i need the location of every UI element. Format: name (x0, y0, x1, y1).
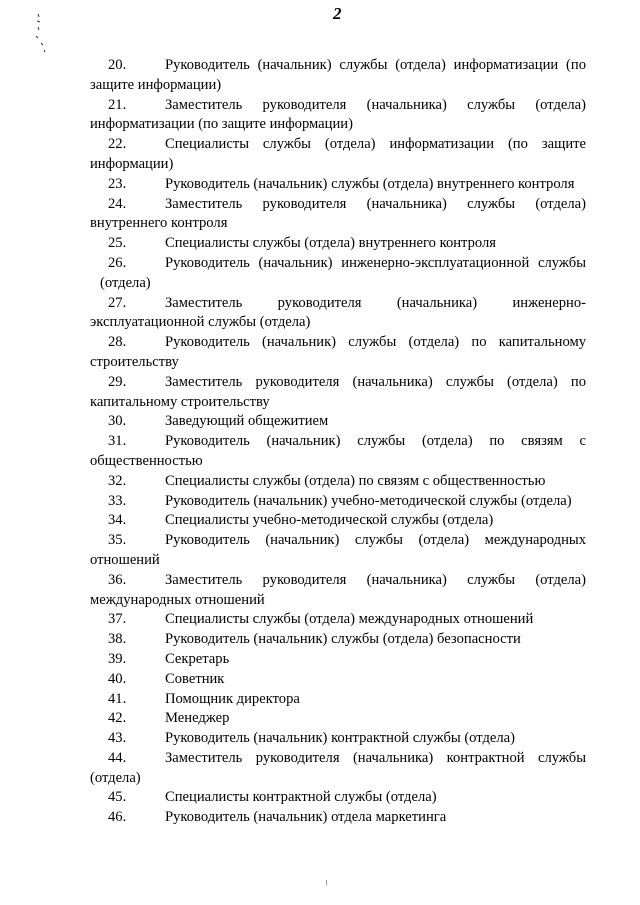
list-item-continuation (90, 353, 586, 373)
list-item (90, 630, 586, 650)
item-number: 42. (108, 710, 127, 727)
item-number: 21. (108, 96, 127, 113)
item-number: 36. (108, 571, 127, 588)
item-text: Руководитель (начальник) службы (отдела) внутреннего контроля (165, 175, 575, 192)
item-text: Руководитель (начальник) отдела маркетинга (165, 809, 447, 826)
page-number: 2 (333, 4, 342, 23)
item-text: Заместитель руководителя (начальника) службы (отдела) (165, 96, 586, 113)
item-text-continued: строительству (90, 353, 179, 370)
item-number: 20. (108, 57, 127, 73)
item-number: 40. (108, 670, 127, 687)
list-item (90, 175, 586, 195)
list-item (90, 56, 586, 76)
list-item (90, 571, 586, 591)
list-item (90, 472, 586, 492)
list-item (90, 808, 586, 828)
item-text: Руководитель (начальник) контрактной службы (отдела) (165, 730, 515, 747)
item-text: Заместитель руководителя (начальника) службы (отдела) (165, 195, 586, 212)
list-item (90, 373, 586, 393)
list-item (90, 96, 586, 116)
item-text-continued: (отдела) (100, 274, 151, 291)
list-item (90, 333, 586, 353)
item-text: Руководитель (начальник) службы (отдела) по связям с (165, 433, 586, 450)
list-item (90, 650, 586, 670)
item-text: Руководитель (начальник) инженерно-эксплуатационной службы (165, 254, 586, 271)
list-item (90, 234, 586, 254)
position-list (90, 56, 586, 828)
item-text-continued: международных отношений (90, 591, 265, 608)
item-text: Секретарь (165, 650, 230, 667)
item-number: 34. (108, 512, 127, 529)
item-number: 22. (108, 136, 127, 153)
item-number: 23. (108, 175, 127, 192)
item-text-continued: информации) (90, 155, 174, 172)
item-number: 28. (108, 334, 127, 351)
item-number: 39. (108, 650, 127, 667)
list-item-continuation (90, 551, 586, 571)
item-number: 24. (108, 195, 127, 212)
item-text: Заместитель руководителя (начальника) службы (отдела) (165, 571, 586, 588)
item-number: 30. (108, 413, 127, 430)
item-text: Специалисты службы (отдела) внутреннего контроля (165, 235, 497, 252)
list-item-continuation (90, 313, 586, 333)
list-item-continuation (90, 769, 586, 789)
item-text-continued: отношений (90, 551, 160, 568)
list-item (90, 135, 586, 155)
item-text: Заместитель руководителя (начальника) контрактной службы (165, 749, 586, 766)
scan-mark-icon (32, 10, 56, 54)
list-item (90, 511, 586, 531)
item-number: 27. (108, 294, 127, 311)
item-text: Руководитель (начальник) службы (отдела) безопасности (165, 631, 521, 648)
item-text: Специалисты учебно-методической службы (отдела) (165, 512, 494, 529)
item-number: 31. (108, 433, 127, 450)
item-text-continued: эксплуатационной службы (отдела) (90, 314, 311, 331)
item-number: 35. (108, 532, 127, 549)
list-item (90, 294, 586, 314)
item-text-continued: внутреннего контроля (90, 215, 228, 232)
item-number: 44. (108, 749, 127, 766)
item-text-continued: защите информации) (90, 76, 222, 93)
list-item (90, 195, 586, 215)
item-number: 43. (108, 730, 127, 747)
item-text: Заместитель руководителя (начальника) службы (отдела) по (165, 373, 586, 390)
item-number: 25. (108, 235, 127, 252)
item-text: Руководитель (начальник) службы (отдела) информатизации (по (165, 57, 586, 73)
item-number: 41. (108, 690, 127, 707)
list-item (90, 749, 586, 769)
item-text-continued: капитальному строительству (90, 393, 270, 410)
item-text: Заместитель руководителя (начальника) инженерно- (165, 294, 586, 311)
list-item-continuation (90, 115, 586, 135)
item-text: Заведующий общежитием (165, 413, 329, 430)
list-item (90, 670, 586, 690)
list-item (90, 412, 586, 432)
list-item (90, 254, 586, 274)
item-text-continued: информатизации (по защите информации) (90, 116, 353, 133)
list-item (90, 709, 586, 729)
list-item-continuation (90, 155, 586, 175)
list-item (90, 729, 586, 749)
item-text: Руководитель (начальник) службы (отдела) международных (165, 532, 586, 549)
item-number: 29. (108, 373, 127, 390)
list-item (90, 788, 586, 808)
list-item-continuation (90, 452, 586, 472)
scan-artifact (326, 880, 327, 885)
list-item-continuation (90, 591, 586, 611)
list-item-continuation (90, 393, 586, 413)
item-text: Помощник директора (165, 690, 300, 707)
item-number: 32. (108, 472, 127, 489)
item-number: 45. (108, 789, 127, 806)
list-item-continuation (90, 214, 586, 234)
list-item-continuation (90, 76, 586, 96)
list-item (90, 432, 586, 452)
list-item (90, 690, 586, 710)
item-text-continued: (отдела) (90, 769, 141, 786)
item-text-continued: общественностью (90, 452, 203, 469)
item-number: 46. (108, 809, 127, 826)
item-text: Специалисты службы (отдела) международных отношений (165, 611, 534, 628)
item-text: Специалисты контрактной службы (отдела) (165, 789, 437, 806)
list-item (90, 492, 586, 512)
item-number: 37. (108, 611, 127, 628)
item-text: Советник (165, 670, 225, 687)
item-number: 33. (108, 492, 127, 509)
item-number: 38. (108, 631, 127, 648)
item-number: 26. (108, 254, 127, 271)
item-text: Специалисты службы (отдела) по связям с общественностью (165, 472, 546, 489)
list-item (90, 610, 586, 630)
item-text: Руководитель (начальник) учебно-методической службы (отдела) (165, 492, 572, 509)
list-item-continuation (90, 274, 586, 294)
item-text: Руководитель (начальник) службы (отдела) по капитальному (165, 334, 586, 351)
item-text: Менеджер (165, 710, 230, 727)
list-item (90, 531, 586, 551)
item-text: Специалисты службы (отдела) информатизации (по защите (165, 136, 586, 153)
